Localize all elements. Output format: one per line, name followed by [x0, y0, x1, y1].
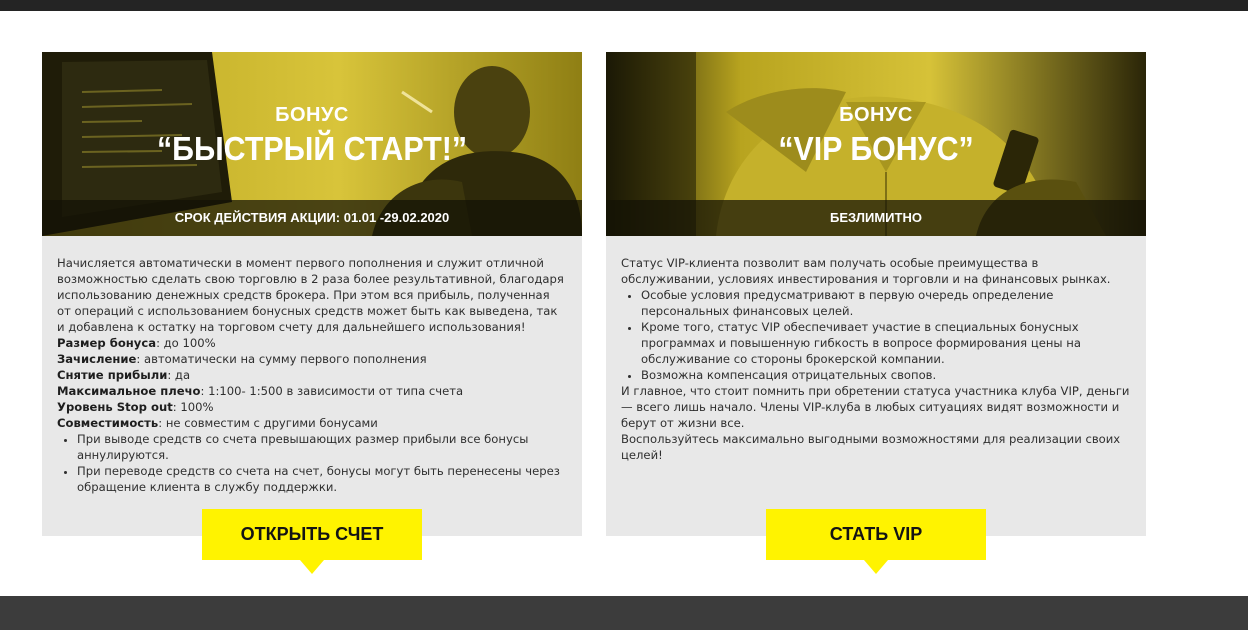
spec-row [57, 351, 567, 367]
promo-period-strip [42, 200, 582, 236]
button-pointer-arrow [300, 560, 324, 574]
card-hero-banner [42, 52, 582, 236]
promo-period-strip [606, 200, 1146, 236]
spec-row [57, 367, 567, 383]
bonus-card-vip [606, 52, 1146, 544]
list-item: • Возможна компенсация отрицательных свопов. [641, 367, 1131, 383]
become-vip-button[interactable] [766, 509, 986, 560]
spec-value: : до 100% [156, 336, 216, 350]
open-account-button[interactable] [202, 509, 422, 560]
card-intro: Начисляется автоматически в момент первого пополнения и служит отличной возможностью сделать свою торговлю в 2 раза более результативной, благодаря использованию денежных средств брокера. При этом вся прибыль, полученная от операций с использованием бонусных средств может быть как выведена, так и добавлена к остатку на торговом счету для дальнейшего использования! [57, 256, 564, 334]
spec-row [57, 399, 567, 415]
hero-title: “БЫСТРЫЙ СТАРТ!” [156, 130, 468, 167]
spec-label: Снятие прибыли [57, 368, 168, 382]
list-item: • При переводе средств со счета на счет, бонусы могут быть перенесены через обращение клиента в службу поддержки. [77, 463, 567, 495]
promo-period-text: БЕЗЛИМИТНО [830, 210, 922, 225]
hero-kicker: БОНУС [275, 104, 349, 126]
card-outro: И главное, что стоит помнить при обретении статуса участника клуба VIP, деньги — всего лишь начало. Члены VIP-клуба в любых ситуациях видят возможности и берут от жизни все. [621, 384, 1130, 430]
card-outro: Воспользуйтесь максимально выгодными возможностями для реализации своих целей! [621, 432, 1121, 462]
button-pointer-arrow [864, 560, 888, 574]
spec-label: Размер бонуса [57, 336, 157, 350]
spec-label: Совместимость [57, 416, 159, 430]
spec-value: : автоматически на сумму первого пополнения [136, 352, 427, 366]
spec-label: Уровень Stop out [57, 400, 173, 414]
benefits-list [621, 287, 1131, 383]
footer-bar [0, 596, 1248, 630]
card-hero-banner [606, 52, 1146, 236]
spec-value: : не совместим с другими бонусами [158, 416, 378, 430]
spec-row [57, 383, 567, 399]
list-item: • Особые условия предусматривают в первую очередь определение персональных финансовых целей. [641, 287, 1131, 319]
spec-value: : 1:100- 1:500 в зависимости от типа счета [200, 384, 464, 398]
spec-row [57, 335, 567, 351]
list-item: • При выводе средств со счета превышающих размер прибыли все бонусы аннулируются. [77, 431, 567, 463]
spec-value: : 100% [172, 400, 214, 414]
spec-label: Зачисление [57, 352, 137, 366]
top-bar [0, 0, 1248, 11]
spec-label: Максимальное плечо [57, 384, 201, 398]
promo-period-text: СРОК ДЕЙСТВИЯ АКЦИИ: 01.01 -29.02.2020 [174, 210, 450, 225]
list-item: • Кроме того, статус VIP обеспечивает участие в специальных бонусных программах и повышенную гибкость в вопросе формирования цены на обслуживание со стороны брокерской компании. [641, 319, 1131, 367]
card-description [57, 255, 567, 495]
hero-title: “VIP БОНУС” [778, 130, 974, 167]
spec-row [57, 415, 567, 431]
card-description [621, 255, 1131, 463]
conditions-list [57, 431, 567, 495]
bonus-card-quick-start [42, 52, 582, 544]
become-vip-button-label[interactable]: СТАТЬ VIP [829, 524, 923, 544]
open-account-button-label[interactable]: ОТКРЫТЬ СЧЕТ [240, 524, 384, 544]
hero-kicker: БОНУС [839, 104, 913, 126]
spec-value: : да [167, 368, 191, 382]
card-intro: Статус VIP-клиента позволит вам получать особые преимущества в обслуживании, условиях инвестирования и торговли и на финансовых рынках. [621, 256, 1111, 286]
